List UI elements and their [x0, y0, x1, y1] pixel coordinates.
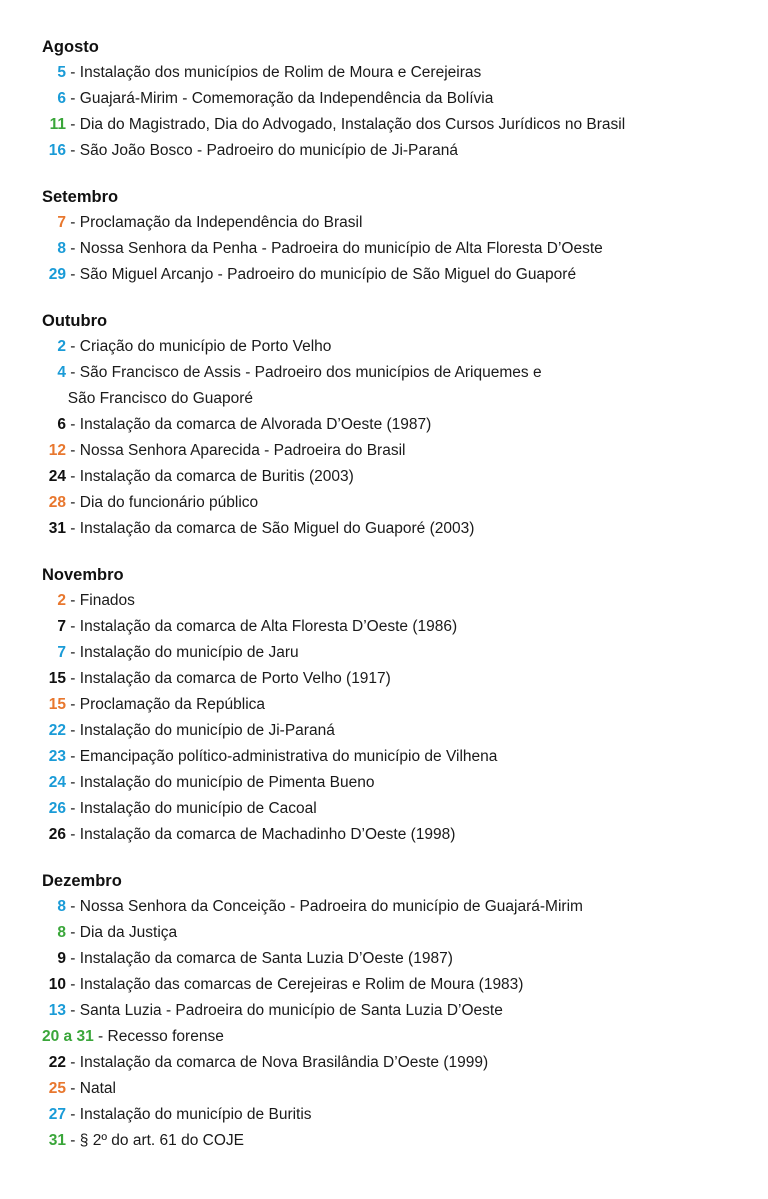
entry-text-block — [80, 210, 363, 236]
entry-separator: - — [66, 520, 80, 537]
date-entry — [42, 770, 768, 796]
month-title: Dezembro — [42, 872, 122, 890]
entry-text-block — [80, 822, 456, 848]
entry-day: 7 — [57, 618, 66, 635]
entry-text-block — [80, 112, 625, 138]
entry-day: 27 — [48, 1106, 66, 1123]
entry-text-block — [80, 236, 603, 262]
entry-description: São João Bosco - Padroeiro do município de Ji-Paraná — [79, 142, 459, 159]
entry-description: Guajará-Mirim - Comemoração da Independência da Bolívia — [79, 90, 494, 107]
entry-separator: - — [66, 494, 80, 511]
entry-description: Instalação da comarca de Nova Brasilândia D’Oeste (1999) — [79, 1054, 489, 1071]
entry-text-block — [80, 744, 498, 770]
entry-text-block — [108, 1024, 224, 1050]
entry-day: 26 — [48, 826, 66, 843]
entry-text-block — [80, 464, 354, 490]
date-entry — [42, 692, 768, 718]
entry-text-block — [80, 438, 406, 464]
entry-text-block — [80, 588, 135, 614]
entry-text-block — [80, 138, 458, 164]
entry-day: 29 — [48, 266, 66, 283]
entry-separator: - — [66, 266, 80, 283]
entry-description: Dia do funcionário público — [79, 494, 259, 511]
entry-separator: - — [66, 116, 80, 133]
entry-day: 15 — [48, 696, 66, 713]
entry-description: Instalação da comarca de Machadinho D’Oeste (1998) — [79, 826, 456, 843]
entry-separator: - — [66, 722, 80, 739]
date-entry — [42, 236, 768, 262]
entry-description: Instalação do município de Ji-Paraná — [79, 722, 335, 739]
entry-description: Dia do Magistrado, Dia do Advogado, Instalação dos Cursos Jurídicos no Brasil — [79, 116, 626, 133]
entry-separator: - — [66, 64, 80, 81]
entry-description: Natal — [79, 1080, 116, 1097]
entry-separator: - — [66, 644, 80, 661]
entry-separator: - — [66, 976, 80, 993]
entry-text-block — [80, 770, 375, 796]
entry-description: Instalação da comarca de Alvorada D’Oeste (1987) — [79, 416, 432, 433]
date-entry — [42, 614, 768, 640]
entry-text-block — [80, 412, 432, 438]
entry-text-block — [80, 796, 317, 822]
date-entry — [42, 1102, 768, 1128]
entry-description: Proclamação da República — [79, 696, 266, 713]
entry-description: Proclamação da Independência do Brasil — [79, 214, 363, 231]
entry-day: 4 — [57, 364, 66, 381]
entry-day: 8 — [57, 898, 66, 915]
entry-day: 15 — [48, 670, 66, 687]
entry-day: 13 — [48, 1002, 66, 1019]
entry-day: 23 — [48, 748, 66, 765]
entry-text-block — [80, 692, 265, 718]
month-title: Agosto — [42, 38, 99, 56]
entry-text-block — [80, 946, 453, 972]
date-entry — [42, 1050, 768, 1076]
entry-separator: - — [66, 1080, 80, 1097]
entry-description: Recesso forense — [107, 1028, 224, 1045]
entry-text-block — [80, 894, 583, 920]
entry-description: Instalação do município de Jaru — [79, 644, 299, 661]
entry-day: 22 — [48, 1054, 66, 1071]
entry-day: 24 — [48, 774, 66, 791]
entry-text-block — [80, 666, 391, 692]
entry-day: 11 — [49, 116, 66, 133]
entry-description: Dia da Justiça — [79, 924, 178, 941]
entry-day: 7 — [57, 214, 66, 231]
entry-separator: - — [66, 670, 80, 687]
entry-text-block — [80, 516, 475, 542]
entry-description: Instalação da comarca de São Miguel do Guaporé (2003) — [79, 520, 475, 537]
entry-day: 31 — [48, 520, 66, 537]
entry-day: 16 — [48, 142, 66, 159]
entry-separator: - — [66, 1106, 80, 1123]
entry-separator: - — [66, 696, 80, 713]
entry-day: 7 — [57, 644, 66, 661]
date-entry — [42, 1076, 768, 1102]
entry-day: 5 — [57, 64, 66, 81]
entry-description: Instalação do município de Pimenta Bueno — [79, 774, 375, 791]
entry-separator: - — [66, 90, 80, 107]
entry-description: Instalação da comarca de Buritis (2003) — [79, 468, 354, 485]
entry-day: 24 — [48, 468, 66, 485]
entry-separator: - — [66, 774, 80, 791]
month-title: Outubro — [42, 312, 108, 330]
date-entry — [42, 822, 768, 848]
date-entry — [42, 412, 768, 438]
date-entry — [42, 718, 768, 744]
entry-description: Instalação da comarca de Santa Luzia D’Oeste (1987) — [79, 950, 453, 967]
entry-description: Emancipação político-administrativa do município de Vilhena — [79, 748, 498, 765]
entry-text-block — [80, 490, 258, 516]
entry-description: § 2º do art. 61 do COJE — [79, 1132, 244, 1149]
date-entry — [42, 138, 768, 164]
entry-day: 20 a 31 — [42, 1028, 94, 1045]
entry-separator: - — [66, 142, 80, 159]
entry-day: 8 — [57, 924, 66, 941]
date-entry — [42, 516, 768, 542]
entry-separator: - — [66, 1054, 80, 1071]
date-entry — [42, 588, 768, 614]
entry-day: 6 — [57, 90, 66, 107]
entry-separator: - — [66, 924, 80, 941]
entry-text-block — [80, 920, 177, 946]
entry-day: 22 — [48, 722, 66, 739]
entry-day: 9 — [57, 950, 66, 967]
date-entry — [42, 490, 768, 516]
date-entry — [42, 894, 768, 920]
entry-description: Instalação do município de Cacoal — [79, 800, 317, 817]
entry-day: 28 — [48, 494, 66, 511]
entry-separator: - — [66, 1132, 80, 1149]
date-entry — [42, 210, 768, 236]
entry-day: 6 — [57, 416, 66, 433]
date-entry — [42, 1128, 768, 1154]
entry-description: Instalação da comarca de Porto Velho (1917) — [79, 670, 391, 687]
date-entry — [42, 60, 768, 86]
date-entry — [42, 360, 768, 412]
entry-separator: - — [66, 1002, 80, 1019]
entry-text-block — [80, 334, 332, 360]
entry-text-block — [80, 1102, 312, 1128]
entry-text-block — [80, 614, 457, 640]
entry-separator: - — [66, 468, 80, 485]
entry-separator: - — [66, 748, 80, 765]
entry-description: Criação do município de Porto Velho — [79, 338, 332, 355]
date-entry — [42, 86, 768, 112]
date-entry — [42, 640, 768, 666]
entry-separator: - — [66, 240, 80, 257]
entry-separator: - — [66, 826, 80, 843]
entry-description: Instalação da comarca de Alta Floresta D’Oeste (1986) — [79, 618, 458, 635]
entry-separator: - — [66, 364, 80, 381]
entry-separator: - — [66, 898, 80, 915]
month-section-outubro — [42, 308, 768, 542]
entry-day: 8 — [57, 240, 66, 257]
entry-text-block — [80, 1050, 488, 1076]
entry-day: 31 — [48, 1132, 66, 1149]
date-entry — [42, 744, 768, 770]
date-entry — [42, 972, 768, 998]
month-section-dezembro — [42, 868, 768, 1154]
entry-description: Nossa Senhora da Penha - Padroeira do município de Alta Floresta D’Oeste — [79, 240, 603, 257]
entry-day: 2 — [57, 592, 66, 609]
entry-day: 2 — [57, 338, 66, 355]
date-entry — [42, 438, 768, 464]
entry-separator: - — [66, 618, 80, 635]
date-entry — [42, 920, 768, 946]
entry-separator: - — [66, 338, 80, 355]
entry-text-block — [80, 640, 299, 666]
entry-day: 12 — [48, 442, 66, 459]
entry-description: Instalação do município de Buritis — [79, 1106, 312, 1123]
entry-description-continued: São Francisco do Guaporé — [67, 390, 254, 407]
entry-description: São Miguel Arcanjo - Padroeiro do município de São Miguel do Guaporé — [79, 266, 577, 283]
entry-description: Nossa Senhora da Conceição - Padroeira do município de Guajará-Mirim — [79, 898, 583, 915]
entry-separator: - — [66, 800, 80, 817]
entry-text-block — [80, 1076, 116, 1102]
date-entry — [42, 112, 768, 138]
month-title: Novembro — [42, 566, 124, 584]
entry-separator: - — [66, 442, 80, 459]
entry-description: Instalação dos municípios de Rolim de Moura e Cerejeiras — [79, 64, 482, 81]
entry-day: 10 — [48, 976, 66, 993]
date-entry — [42, 262, 768, 288]
entry-text-block — [80, 998, 503, 1024]
entry-description: Instalação das comarcas de Cerejeiras e Rolim de Moura (1983) — [79, 976, 524, 993]
date-entry — [42, 334, 768, 360]
entry-day: 26 — [48, 800, 66, 817]
date-entry — [42, 1024, 768, 1050]
entry-description: Finados — [79, 592, 135, 609]
entry-description: São Francisco de Assis - Padroeiro dos municípios de Ariquemes e — [79, 364, 542, 381]
month-title: Setembro — [42, 188, 119, 206]
entry-text-block — [80, 86, 494, 112]
entry-text-block — [80, 262, 576, 288]
month-section-novembro — [42, 562, 768, 848]
entry-separator: - — [66, 950, 80, 967]
date-entry — [42, 998, 768, 1024]
entry-description: Santa Luzia - Padroeira do município de Santa Luzia D’Oeste — [79, 1002, 503, 1019]
month-section-agosto — [42, 34, 768, 164]
entry-text-block — [67, 360, 542, 412]
date-entry — [42, 464, 768, 490]
entry-description: Nossa Senhora Aparecida - Padroeira do Brasil — [79, 442, 406, 459]
entry-text-block — [80, 972, 524, 998]
entry-text-block — [80, 718, 335, 744]
date-entry — [42, 796, 768, 822]
month-section-setembro — [42, 184, 768, 288]
entry-separator: - — [66, 416, 80, 433]
entry-separator: - — [66, 214, 80, 231]
entry-day: 25 — [48, 1080, 66, 1097]
entry-separator: - — [93, 1028, 108, 1045]
entry-separator: - — [66, 592, 80, 609]
date-entry — [42, 946, 768, 972]
entry-text-block — [80, 1128, 244, 1154]
date-entry — [42, 666, 768, 692]
entry-text-block — [80, 60, 481, 86]
